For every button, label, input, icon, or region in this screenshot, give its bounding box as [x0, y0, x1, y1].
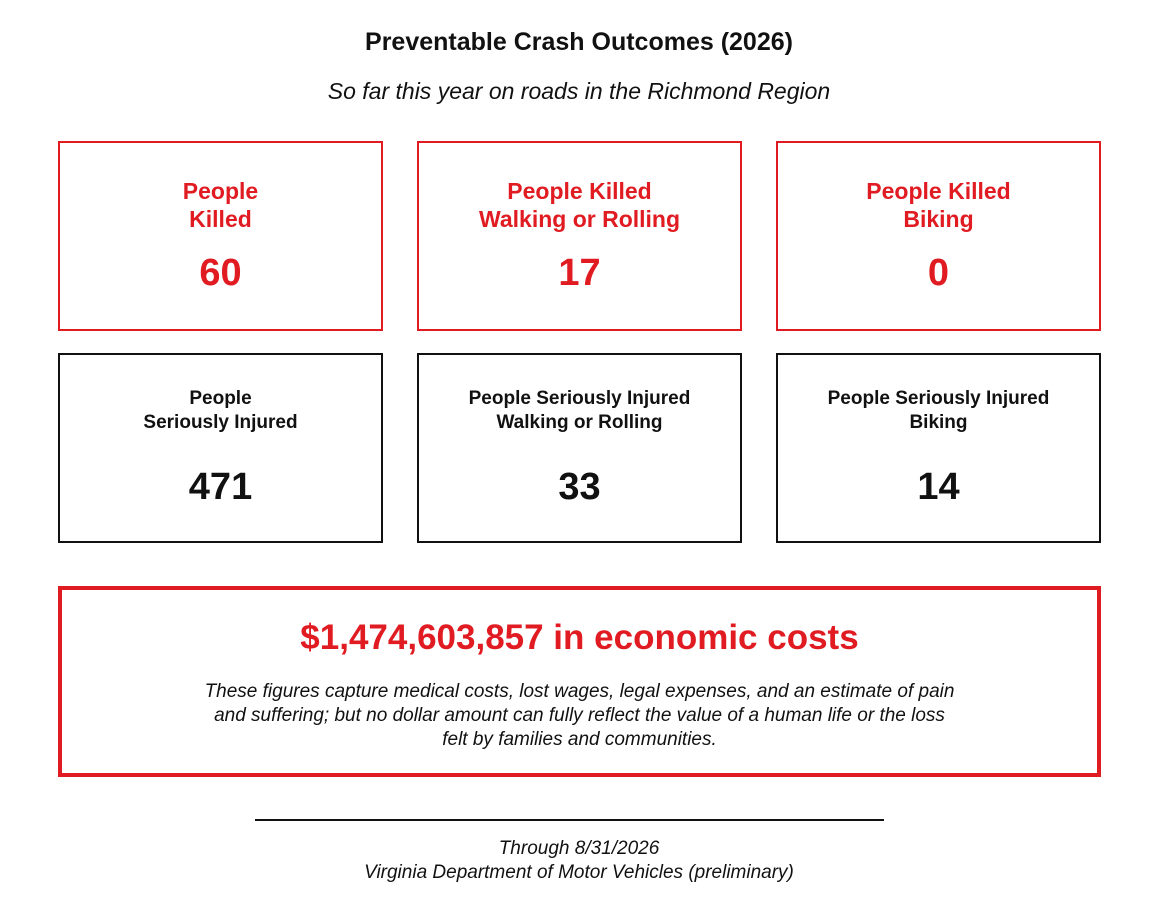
footer-divider [255, 819, 884, 821]
stat-card-injured-biking [776, 353, 1101, 543]
stat-card-killed-biking [776, 141, 1101, 331]
stat-card-people-killed [58, 141, 383, 331]
stat-label: People Killed Biking [866, 178, 1011, 232]
stat-value: 14 [917, 466, 960, 508]
stat-value: 471 [188, 466, 253, 508]
stat-value: 60 [199, 252, 242, 294]
footer-source: Virginia Department of Motor Vehicles (preliminary) [364, 862, 794, 883]
stat-card-killed-walking-rolling [417, 141, 742, 331]
stat-value: 17 [558, 252, 601, 294]
page-title: Preventable Crash Outcomes (2026) [365, 28, 793, 56]
economic-cost-panel [58, 586, 1101, 777]
page-subtitle: So far this year on roads in the Richmond Region [327, 78, 831, 104]
economic-cost-headline: $1,474,603,857 in economic costs [300, 618, 859, 657]
economic-cost-note: These figures capture medical costs, lost wages, legal expenses, and an estimate of pain and suffering; but no dollar amount can fully reflect the value of a human life or the loss felt by families and communities. [204, 681, 955, 750]
stat-label: People Seriously Injured [143, 388, 298, 433]
stat-label: People Seriously Injured Biking [827, 388, 1050, 433]
stat-label: People Killed Walking or Rolling [478, 178, 681, 232]
stat-value: 0 [927, 252, 950, 294]
stat-card-seriously-injured [58, 353, 383, 543]
stat-label: People Seriously Injured Walking or Rolling [468, 388, 691, 433]
stat-label: People Killed [182, 178, 259, 232]
stat-value: 33 [558, 466, 601, 508]
stat-card-injured-walking-rolling [417, 353, 742, 543]
footer-date: Through 8/31/2026 [498, 838, 660, 859]
